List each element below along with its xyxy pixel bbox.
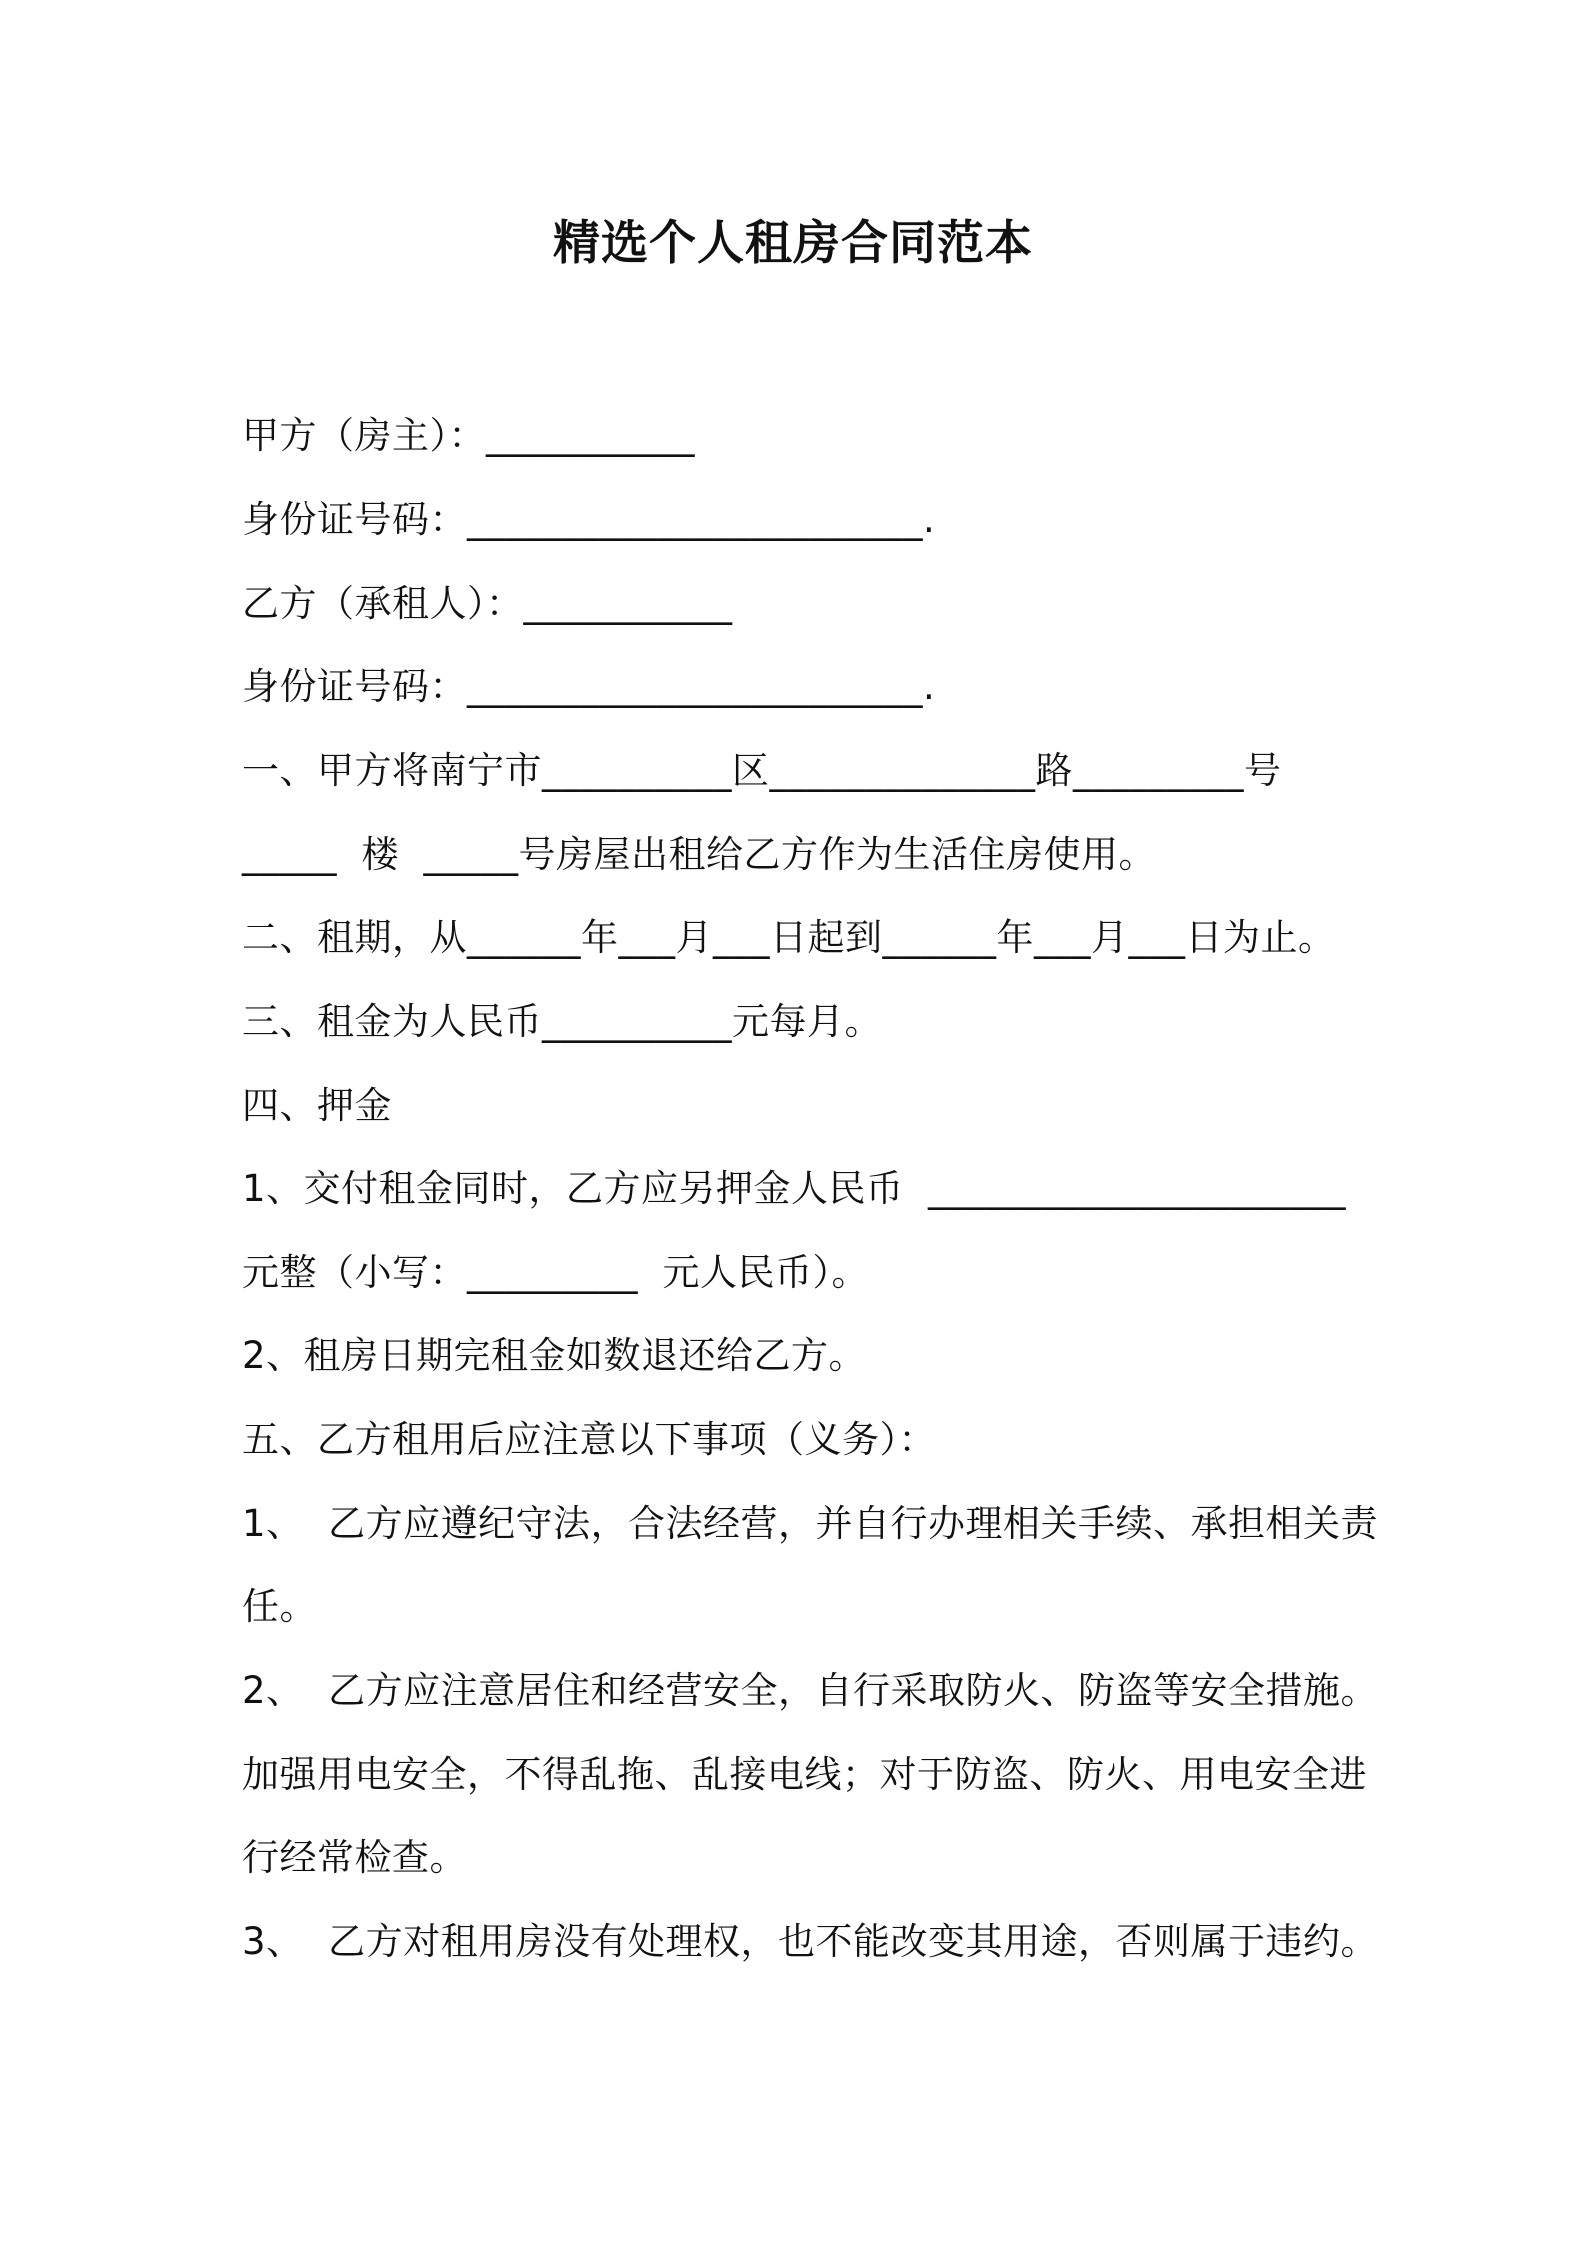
deposit-item-1-amount-line: 元整（小写：_________ 元人民币）。 <box>242 1251 870 1294</box>
clause-1-usage-line: _____ 楼 _____号房屋出租给乙方作为生活住房使用。 <box>242 833 1157 876</box>
deposit-item-2-line: 2、租房日期完租金如数退还给乙方。 <box>242 1334 867 1377</box>
document-title: 精选个人租房合同范本 <box>553 216 1033 271</box>
obligation-3-line: 3、 乙方对租用房没有处理权，也不能改变其用途，否则属于违约。 <box>242 1920 1379 1963</box>
party-b-tenant-line: 乙方（承租人）：___________ <box>242 582 733 625</box>
obligation-2-line: 2、 乙方应注意居住和经营安全，自行采取防火、防盗等安全措施。 <box>242 1669 1379 1712</box>
clause-4-deposit-heading: 四、押金 <box>242 1084 392 1127</box>
clause-5-obligations-heading: 五、乙方租用后应注意以下事项（义务）： <box>242 1418 936 1461</box>
obligation-1-continuation: 任。 <box>242 1585 317 1628</box>
obligation-2-continuation-1: 加强用电安全，不得乱拖、乱接电线；对于防盗、防火、用电安全进 <box>242 1753 1367 1796</box>
party-a-id-number-line: 身份证号码：________________________. <box>242 498 936 541</box>
party-b-id-number-line: 身份证号码：________________________. <box>242 665 936 708</box>
deposit-item-1-line: 1、交付租金同时，乙方应另押金人民币 ______________________ <box>242 1167 1347 1210</box>
clause-3-rent-line: 三、租金为人民币__________元每月。 <box>242 1000 882 1043</box>
clause-2-term-line: 二、租期，从______年___月___日起到______年___月___日为止。 <box>242 916 1336 959</box>
party-a-landlord-line: 甲方（房主）：___________ <box>242 414 695 457</box>
clause-1-address-line: 一、甲方将南宁市__________区______________路_________号 <box>242 749 1282 792</box>
obligation-2-continuation-2: 行经常检查。 <box>242 1836 467 1879</box>
obligation-1-line: 1、 乙方应遵纪守法，合法经营，并自行办理相关手续、承担相关责 <box>242 1502 1379 1545</box>
